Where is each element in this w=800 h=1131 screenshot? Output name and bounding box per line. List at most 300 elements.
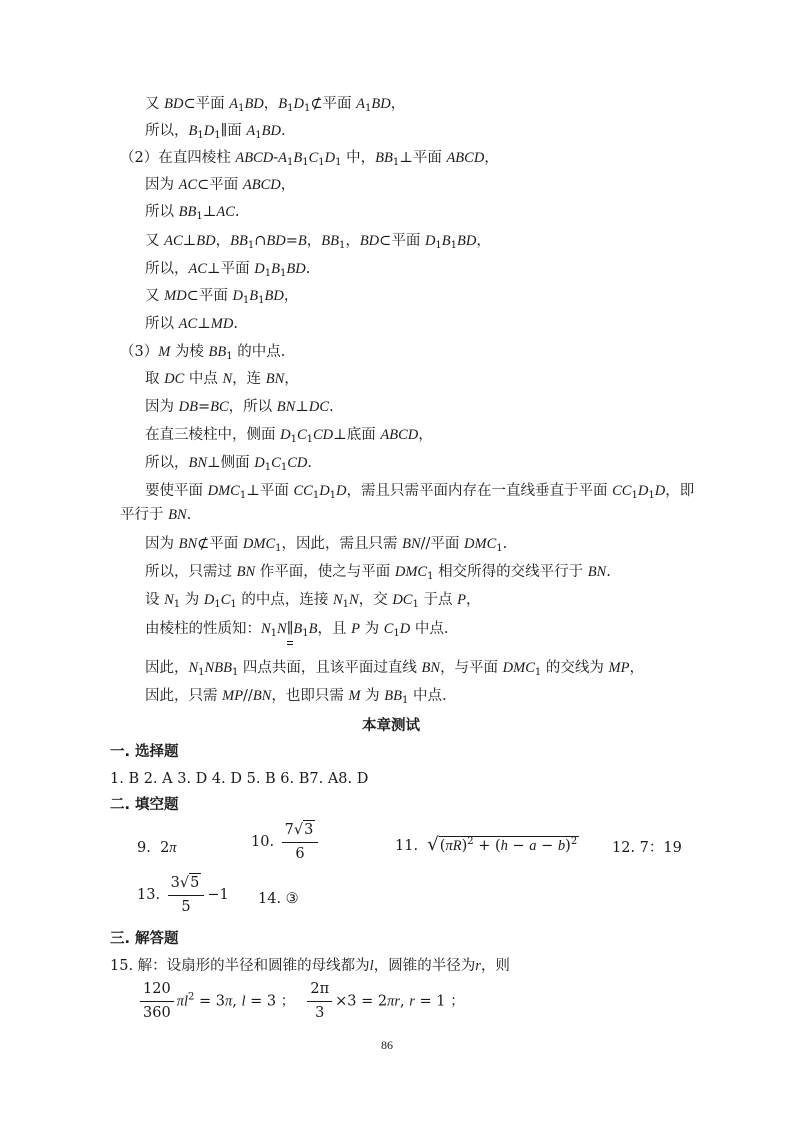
text: ， [284, 371, 299, 387]
math: B [249, 288, 259, 304]
multiple-choice-answers: 1. B 2. A 3. D 4. D 5. B 6. B7. A8. D [110, 771, 369, 787]
text: ， [629, 660, 644, 676]
math: C [308, 150, 319, 166]
sub: 1 [270, 628, 278, 639]
math: B [188, 123, 198, 139]
text: 因为 [145, 536, 179, 552]
math: B [271, 261, 280, 277]
text: 相交所得的交线平行于 [433, 564, 588, 580]
text-line [145, 535, 507, 553]
text: 在直三棱柱中，侧面 [145, 427, 281, 443]
math: P [457, 592, 466, 608]
math: BN [276, 399, 296, 415]
text: ， [345, 233, 360, 249]
text: . [233, 316, 238, 332]
sub: 1 [302, 628, 309, 639]
math: ABCD [446, 150, 485, 166]
math: AC [164, 233, 183, 249]
math: AC [188, 261, 208, 277]
math: CC [612, 483, 632, 499]
math: N [333, 592, 343, 608]
text: 于点 [418, 592, 458, 608]
text: ⊥平面 [246, 483, 294, 499]
text: ( [439, 838, 446, 854]
fraction [282, 820, 319, 864]
text: 因此， [145, 660, 189, 676]
math: B [293, 621, 303, 637]
sub: 1 [306, 434, 314, 445]
math: r [475, 958, 481, 974]
text-line [145, 482, 694, 500]
sub: 1 [312, 490, 320, 501]
radicand [439, 836, 579, 855]
sub: 1 [264, 268, 272, 279]
text: 所以 [145, 204, 179, 220]
math: D [424, 233, 436, 249]
math: C [296, 427, 307, 443]
math: D [203, 123, 215, 139]
sub: 1 [631, 490, 638, 501]
math: BN [402, 536, 421, 552]
sub: 1 [280, 462, 288, 473]
sub: 1 [338, 240, 346, 251]
sub: 1 [247, 240, 255, 251]
math: BB [384, 688, 402, 704]
math: A [229, 96, 239, 112]
text: + ( [473, 838, 501, 854]
math: D [232, 288, 243, 304]
math: CD [287, 455, 308, 471]
sub: 1 [238, 103, 245, 114]
sub: 1 [258, 295, 265, 306]
text: ⊂平面 [379, 233, 425, 249]
text: ⊥底面 [333, 427, 381, 443]
math: B [441, 233, 451, 249]
text: 所以， [145, 455, 189, 471]
text: （3） [120, 344, 159, 360]
math: M [348, 688, 361, 704]
math: N [277, 621, 287, 637]
text: ⊥ [295, 399, 309, 415]
sub: 1 [197, 130, 204, 141]
fraction: $\frac{120}{360}$ [140, 980, 174, 1023]
sub: 1 [230, 599, 237, 610]
math: M [158, 344, 171, 360]
math: ABCD [242, 177, 281, 193]
text-line [145, 203, 239, 221]
math: l [183, 993, 188, 1010]
text: 设 [145, 592, 165, 608]
math: C [220, 592, 231, 608]
text-line [145, 95, 405, 113]
math: a [529, 838, 537, 854]
text: ⊂平面 [183, 96, 230, 112]
text-line [145, 176, 295, 194]
math: BD [244, 96, 264, 112]
math: BD [264, 288, 284, 304]
text: 中点. [408, 688, 447, 704]
text: . [186, 507, 192, 523]
sub: 1 [342, 599, 350, 610]
math: D [203, 592, 215, 608]
math: A [356, 96, 366, 112]
math: DMC [242, 536, 276, 552]
math: N [188, 660, 199, 676]
text: . [305, 261, 311, 277]
sup: 2 [187, 991, 195, 1003]
sub: 1 [365, 103, 372, 114]
math: b [557, 838, 566, 854]
text: 因为 [145, 399, 179, 415]
math: C [271, 455, 281, 471]
text: 取 [145, 371, 165, 387]
text: 中点 [184, 371, 223, 387]
sub: 1 [226, 351, 233, 362]
math: BD [266, 233, 286, 249]
math: BD [359, 233, 380, 249]
text: 因此，只需 [145, 688, 223, 704]
math: DC [164, 371, 185, 387]
math: BB [208, 344, 227, 360]
radicand: 5 [190, 875, 200, 891]
sub: 1 [198, 667, 205, 678]
math: D [336, 483, 347, 499]
math: DMC [394, 564, 428, 580]
math: BD [286, 261, 306, 277]
text: 作平面，使之与平面 [255, 564, 395, 580]
answer-q15-formula [137, 980, 465, 1023]
sub: 1 [402, 695, 409, 706]
text: ×3 = 2 [335, 993, 388, 1010]
math: MD [164, 288, 187, 304]
text: ， [476, 233, 491, 249]
sub: 1 [242, 295, 250, 306]
text-line [145, 122, 286, 140]
text: ，即 [665, 483, 695, 499]
text: 的中点，连接 [236, 592, 333, 608]
text: 所以 [145, 316, 179, 332]
math: D [319, 483, 330, 499]
math: N [164, 592, 174, 608]
text: − [536, 838, 558, 854]
math: AC [178, 316, 198, 332]
sub: 1 [290, 434, 297, 445]
answer-q9 [137, 839, 177, 857]
text: ⊥平面 [207, 261, 255, 277]
sub: 1 [534, 667, 542, 678]
math: BN [252, 688, 272, 704]
text: . [280, 123, 286, 139]
math: BN [168, 507, 187, 523]
sub: 1 [302, 157, 309, 168]
text: ，则 [480, 958, 510, 974]
math: D [280, 427, 291, 443]
text-line [145, 287, 298, 305]
text: . [502, 536, 508, 552]
value: 2 [160, 840, 170, 856]
section-heading: 三. 解答题 [110, 931, 179, 947]
math: DMC [502, 660, 535, 676]
sub: 1 [287, 103, 294, 114]
text: 中， [341, 150, 376, 166]
sub: 1 [496, 543, 503, 554]
math: AC [178, 177, 198, 193]
math: BN [421, 660, 441, 676]
math: πR [445, 838, 462, 854]
text: 为 [359, 621, 384, 637]
text: ， [418, 427, 433, 443]
sub: 1 [214, 130, 221, 141]
text: = 3 ； [245, 993, 296, 1010]
page-number: 86 [381, 1038, 393, 1052]
math: BB [178, 204, 197, 220]
sub: 1 [196, 211, 203, 222]
math: BC [210, 399, 229, 415]
den: 6 [295, 846, 305, 862]
math: B [308, 621, 318, 637]
math: BN [587, 564, 607, 580]
sub: 1 [231, 667, 239, 678]
math: π [224, 993, 233, 1010]
text: ，也即只需 [271, 688, 349, 704]
math: π [387, 993, 395, 1010]
sub: 1 [450, 240, 458, 251]
text: 平行于 [120, 507, 169, 523]
math: MP [222, 688, 244, 704]
text: ，所以 [228, 399, 277, 415]
math: AC [216, 204, 235, 220]
text: , [232, 993, 242, 1010]
text: . [307, 455, 312, 471]
text: 为 [360, 688, 385, 704]
answer-q10 [251, 820, 321, 864]
math: BB [321, 233, 339, 249]
text-line [145, 454, 312, 472]
text-line [145, 370, 299, 388]
math: B [278, 96, 288, 112]
chapter-test-title: 本章测试 [362, 718, 420, 734]
sub: 1 [304, 103, 311, 114]
math: BD [261, 123, 281, 139]
math: D [399, 621, 411, 637]
answer-q12: 12. 7：19 [612, 840, 682, 856]
math: BN [265, 371, 285, 387]
math: CC [293, 483, 313, 499]
text: 又 [145, 233, 165, 249]
text: ，连 [232, 371, 266, 387]
text: 为 [180, 592, 204, 608]
sub: 1 [264, 462, 272, 473]
text-line [145, 398, 334, 416]
math: N [222, 371, 233, 387]
radicand: 3 [304, 822, 314, 838]
math: BD [164, 96, 184, 112]
sub: 1 [648, 490, 655, 501]
math: B [293, 150, 303, 166]
math: BD [457, 233, 477, 249]
section-heading: 一. 选择题 [110, 744, 179, 760]
text-line [120, 343, 285, 361]
math: π [176, 993, 184, 1010]
text-line [145, 260, 310, 278]
math: D [637, 483, 649, 499]
sub: 1 [335, 157, 342, 168]
text: 的交线为 [541, 660, 609, 676]
math: l [369, 958, 374, 974]
math: DC [308, 399, 330, 415]
sub: 1 [435, 240, 442, 251]
text: ， [484, 150, 499, 166]
text-line [145, 591, 480, 609]
text: ⊥平面 [399, 150, 447, 166]
text: - [273, 150, 279, 166]
text: ⊥ [182, 233, 197, 249]
math: N [349, 592, 359, 608]
math: l [241, 993, 246, 1010]
math: A [246, 123, 256, 139]
math: D [324, 150, 336, 166]
math: D [254, 261, 265, 277]
sub: 1 [275, 543, 282, 554]
text: −1 [207, 887, 229, 903]
text-line [145, 315, 238, 333]
sub: 1 [286, 157, 294, 168]
text: ⊥ [197, 316, 211, 332]
text: = [285, 233, 298, 249]
math: BB [375, 150, 393, 166]
text: （2）在直四棱柱 [120, 150, 236, 166]
text-line [145, 426, 433, 444]
text: 15. 解：设扇形的半径和圆锥的母线都为 [110, 958, 370, 974]
sub: 1 [280, 268, 287, 279]
math: A [278, 150, 287, 166]
math: h [500, 838, 508, 854]
text: ⊄平面 [310, 96, 357, 112]
math: MP [608, 660, 630, 676]
math: DC [392, 592, 413, 608]
num: 7 [284, 822, 294, 838]
math: BN [236, 564, 256, 580]
sub: 1 [392, 157, 400, 168]
text: // [243, 688, 253, 704]
label: 9. [137, 840, 151, 856]
text: . [329, 399, 334, 415]
sub: 1 [393, 628, 400, 639]
text-line [145, 687, 447, 705]
label: 10. [251, 834, 275, 850]
text: . [606, 564, 611, 580]
text: ， [215, 233, 231, 249]
math: π [169, 840, 177, 856]
answer-q15-intro [110, 957, 510, 975]
math: BB [230, 233, 248, 249]
sup: 2 [570, 836, 578, 847]
math: D [254, 455, 265, 471]
num: 3 [170, 875, 180, 891]
text: ⊥ [202, 204, 217, 220]
sub: 1 [214, 599, 221, 610]
math: P [351, 621, 360, 637]
parallel-equal-symbol [287, 620, 294, 638]
text: ， [280, 177, 296, 193]
text: 又 [145, 288, 165, 304]
math: BN [188, 455, 208, 471]
text: ⊂平面 [197, 177, 243, 193]
math: ABCD [380, 427, 419, 443]
math: BD [371, 96, 391, 112]
text: ， [390, 96, 406, 112]
math: DB [178, 399, 198, 415]
text-line [120, 506, 191, 524]
text: //平面 [420, 536, 465, 552]
text: ⊄平面 [197, 536, 243, 552]
sub: 1 [318, 157, 325, 168]
text: = 3 [194, 993, 225, 1010]
text-line [145, 563, 611, 581]
text: ， [263, 96, 279, 112]
text: ⊂平面 [186, 288, 233, 304]
math: D [293, 96, 305, 112]
text: ∥面 [220, 123, 247, 139]
text: 四点共面，且该平面过直线 [238, 660, 422, 676]
text: ，与平面 [440, 660, 503, 676]
text: ，因此，需且只需 [281, 536, 403, 552]
text: ，圆锥的半径为 [373, 958, 476, 974]
sub: 1 [173, 599, 181, 610]
text-line [145, 620, 448, 638]
math: r [409, 993, 415, 1010]
text: 由棱柱的性质知： [145, 621, 261, 637]
text: , [400, 993, 410, 1010]
math: DMC [464, 536, 497, 552]
fraction: $\frac{2\pi}{3}$ [307, 980, 332, 1023]
text: = [197, 399, 211, 415]
math: CD [313, 427, 334, 443]
answer-q14: 14. ③ [258, 891, 299, 907]
answer-q11 [395, 836, 579, 855]
sub: 1 [239, 490, 247, 501]
math: BN [178, 536, 198, 552]
den: 5 [181, 899, 191, 915]
math: D [654, 483, 666, 499]
sub: 1 [427, 571, 434, 582]
sqrt-symbol: √ [179, 875, 190, 891]
sqrt-symbol: √ [293, 822, 304, 838]
text: 所以， [145, 123, 189, 139]
answer-q13 [137, 873, 229, 917]
text: 为棱 [170, 344, 209, 360]
label: 13. [137, 887, 161, 903]
sub: 1 [329, 490, 337, 501]
sub: 1 [255, 130, 262, 141]
text: ，且 [317, 621, 352, 637]
text: 的中点. [232, 344, 286, 360]
text: ⊥侧面 [207, 455, 255, 471]
text: ， [283, 288, 299, 304]
text: 要使平面 [145, 483, 208, 499]
math: ABCD [235, 150, 274, 166]
text: ∩ [254, 233, 267, 249]
text: ) [565, 838, 571, 854]
text: 中点. [410, 621, 449, 637]
text: ) [461, 838, 468, 854]
sup: 2 [467, 836, 474, 847]
math: DMC [207, 483, 240, 499]
text: . [234, 204, 240, 220]
math: MD [210, 316, 234, 332]
sqrt-symbol: √ [427, 834, 439, 855]
math: N [261, 621, 271, 637]
